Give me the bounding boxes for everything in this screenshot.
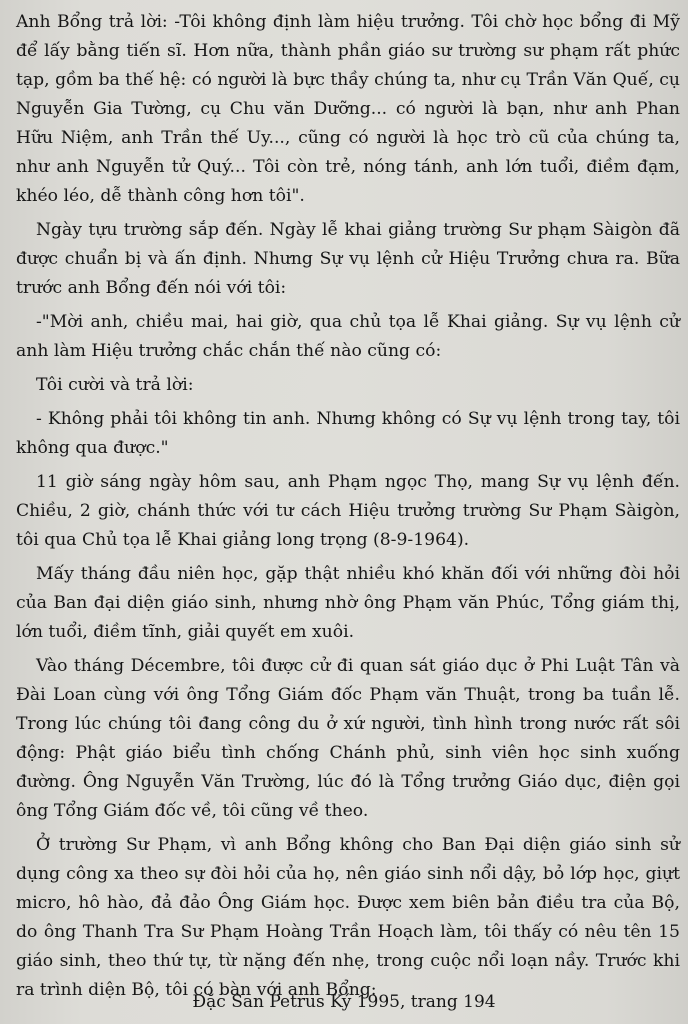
paragraph-4: Tôi cười và trả lời:	[36, 375, 194, 395]
paragraph-9: Ở trường Sư Phạm, vì anh Bổng không cho Ban Đại diện giáo sinh sử dụng công xa theo sự đòi hỏi của họ, nên giáo sinh nổi dậy, bỏ lớp học, giựt micro, hô hào, đả đảo Ông Giám học. Được xem biên bản điều tra của Bộ, do ông Thanh Tra Sư Phạm Hoàng Trần Hoạch làm, tôi thấy có nêu tên 15 giáo sinh, theo thứ tự, từ nặng đến nhẹ, trong cuộc nổi loạn nầy. Trước khi ra trình diện Bộ, tôi có bàn với anh Bổng:	[16, 835, 680, 1000]
page-footer: Đặc San Petrus Ký 1995, trang 194	[192, 992, 496, 1012]
paragraph-6: 11 giờ sáng ngày hôm sau, anh Phạm ngọc Thọ, mang Sự vụ lệnh đến. Chiều, 2 giờ, chánh thức với tư cách Hiệu trưởng trường Sư Phạm Sàigòn, tôi qua Chủ tọa lễ Khai giảng long trọng (8-9-1964).	[16, 472, 680, 550]
paragraph-1: Anh Bổng trả lời: -Tôi không định làm hiệu trưởng. Tôi chờ học bổng đi Mỹ để lấy bằng tiến sĩ. Hơn nữa, thành phần giáo sư trường sư phạm rất phức tạp, gồm ba thế hệ: có người là bực thầy chúng ta, như cụ Trần Văn Quế, cụ Nguyễn Gia Tường, cụ Chu văn Dưỡng... có người là bạn, như anh Phan Hữu Niệm, anh Trần thế Uy..., cũng có người là học trò cũ của chúng ta, như anh Nguyễn tử Quý... Tôi còn trẻ, nóng tánh, anh lớn tuổi, điềm đạm, khéo léo, dễ thành công hơn tôi".	[16, 12, 680, 206]
paragraph-8: Vào tháng Décembre, tôi được cử đi quan sát giáo dục ở Phi Luật Tân và Đài Loan cùng với ông Tổng Giám đốc Phạm văn Thuật, trong ba tuần lễ. Trong lúc chúng tôi đang công du ở xứ người, tình hình trong nước rất sôi động: Phật giáo biểu tình chống Chánh phủ, sinh viên học sinh xuống đường. Ông Nguyễn Văn Trường, lúc đó là Tổng trưởng Giáo dục, điện gọi ông Tổng Giám đốc về, tôi cũng về theo.	[16, 656, 680, 821]
paragraph-5: - Không phải tôi không tin anh. Nhưng không có Sự vụ lệnh trong tay, tôi không qua được."	[16, 409, 680, 458]
paragraph-2: Ngày tựu trường sắp đến. Ngày lễ khai giảng trường Sư phạm Sàigòn đã được chuẩn bị và ấn định. Nhưng Sự vụ lệnh cử Hiệu Trưởng chưa ra. Bữa trước anh Bổng đến nói với tôi:	[16, 220, 680, 298]
paragraph-3: -"Mời anh, chiều mai, hai giờ, qua chủ tọa lễ Khai giảng. Sự vụ lệnh cử anh làm Hiệu trưởng chắc chắn thế nào cũng có:	[16, 312, 680, 361]
body-text	[16, 8, 680, 1010]
paragraph-7: Mấy tháng đầu niên học, gặp thật nhiều khó khăn đối với những đòi hỏi của Ban đại diện giáo sinh, nhưng nhờ ông Phạm văn Phúc, Tổng giám thị, lớn tuổi, điềm tĩnh, giải quyết em xuôi.	[16, 564, 680, 642]
